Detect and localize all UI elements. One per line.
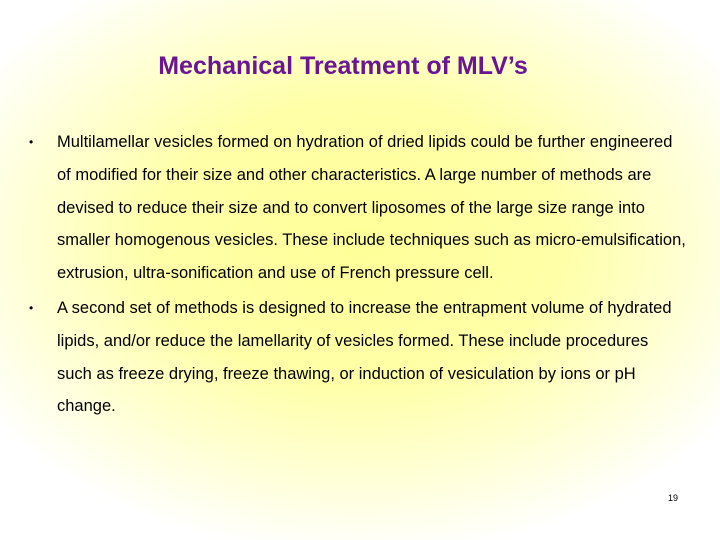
bullet-item	[27, 126, 687, 290]
bullet-text: Multilamellar vesicles formed on hydration of dried lipids could be further engineered of modified for their size and other characteristics. A large number of methods are devised to reduce their size and to convert liposomes of the large size range into smaller homogenous vesicles. These include techniques such as micro-emulsification, extrusion, ultra-sonification and use of French pressure cell.	[57, 133, 686, 283]
slide-title: Mechanical Treatment of MLV’s	[158, 52, 528, 80]
bullet-text: A second set of methods is designed to increase the entrapment volume of hydrated lipids, and/or reduce the lamellarity of vesicles formed. These include procedures such as freeze drying, freeze thawing, or induction of vesiculation by ions or pH change.	[57, 298, 672, 416]
bullet-icon: •	[29, 135, 34, 149]
bullet-list	[27, 126, 687, 425]
page-number: 19	[668, 493, 679, 503]
bullet-item	[27, 292, 687, 423]
bullet-icon: •	[29, 300, 34, 315]
